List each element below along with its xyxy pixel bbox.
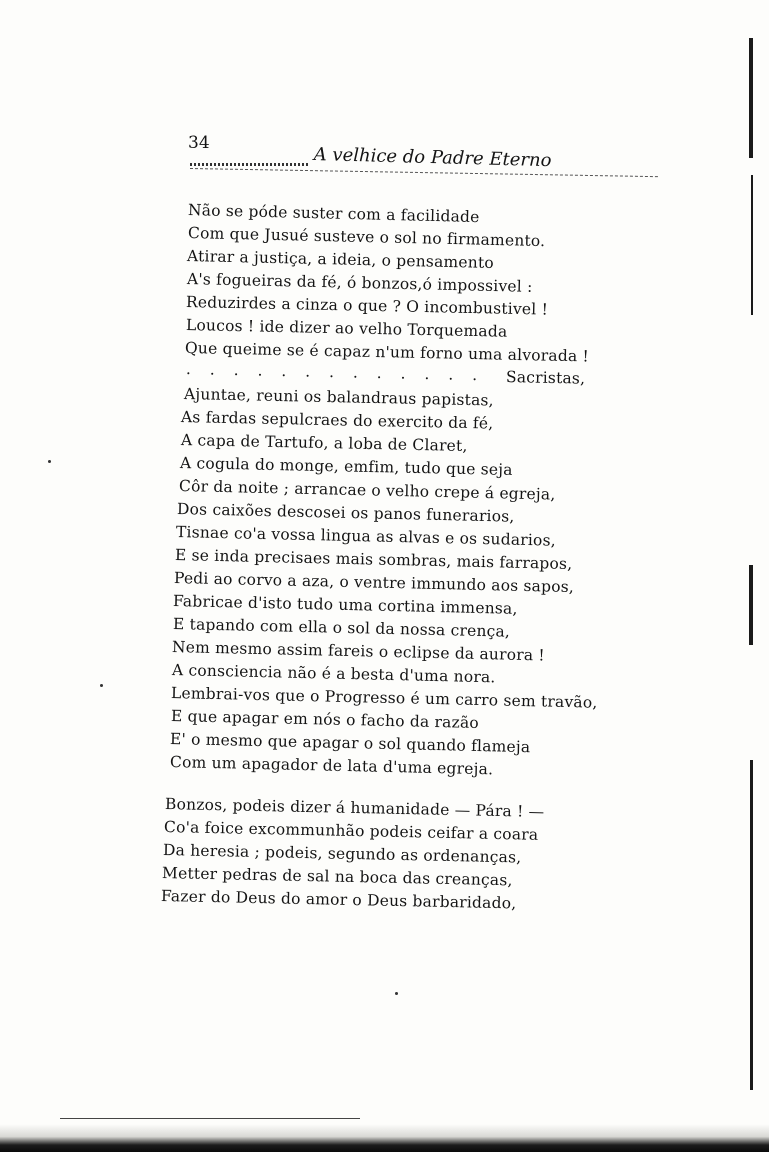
poem-line: Co'a foice excommunhão podeis ceifar a coara [163, 818, 539, 844]
poem-line: Dos caixões descosei os panos funerarios, [176, 500, 515, 526]
poem-line: E se inda precisaes mais sombras, mais farrapos, [174, 546, 573, 574]
scan-speck [48, 460, 51, 463]
scan-speck [100, 684, 103, 687]
poem-line: Fazer do Deus do amor o Deus barbaridado, [160, 887, 517, 913]
poem-line: Não se póde suster com a facilidade [187, 201, 480, 227]
poem-line: Que queime se é capaz n'um forno uma alvorada ! [184, 339, 590, 366]
poem-line: E' o mesmo que apagar o sol quando flameja [169, 730, 531, 757]
poem-line: Côr da noite ; arrancae o velho crepe á egreja, [178, 477, 556, 504]
scan-edge-mark [750, 760, 753, 1090]
poem-line: E tapando com ella o sol da nossa crença, [172, 615, 511, 641]
poem-line: Com um apagador de lata d'uma egreja. [169, 753, 494, 779]
scan-edge-mark [749, 565, 753, 645]
poem-line: As fardas sepulcraes do exercito da fé, [180, 408, 494, 433]
poem-line: Reduzirdes a cinza o que ? O incombustivel ! [185, 293, 549, 319]
scan-bottom-edge [0, 1124, 769, 1152]
scan-edge-mark [749, 38, 753, 158]
poem-line: E que apagar em nós o facho da razão [170, 707, 480, 732]
poem-line: Metter pedras de sal na boca das creanças, [161, 864, 513, 890]
poem-line: A capa de Tartufo, a loba de Claret, [180, 431, 468, 456]
scan-edge-line [60, 1118, 360, 1119]
poem-line: Nem mesmo assim fareis o eclipse da aurora ! [171, 638, 546, 665]
poem-line: A consciencia não é a besta d'uma nora. [171, 661, 496, 687]
poem-line: Lembrai-vos que o Progresso é um carro sem travão, [170, 684, 598, 712]
poem-line: Atirar a justiça, a ideia, o pensamento [186, 247, 495, 272]
scan-speck [395, 992, 398, 995]
poem-line: Ajuntae, reuni os balandraus papistas, [183, 385, 494, 410]
poem-line: A cogula do monge, emfim, tudo que seja [179, 454, 513, 479]
poem-line: Bonzos, podeis dizer á humanidade — Pára ! — [164, 795, 545, 821]
running-title: A velhice do Padre Eterno [313, 144, 552, 172]
poem-line: Da heresia ; podeis, segundo as ordenanças, [162, 841, 522, 867]
poem-line: Loucos ! ide dizer ao velho Torquemada [185, 316, 508, 341]
scan-edge-mark [751, 175, 753, 315]
poem-line: A's fogueiras da fé, ó bonzos,ó impossivel : [186, 270, 533, 296]
poem-line: Com que Jusué susteve o sol no firmamento. [187, 224, 546, 251]
poem-line: Sacristas, [505, 368, 586, 388]
elision-dots: . . . . . . . . . . . . . [185, 360, 485, 385]
page-number: 34 [188, 133, 210, 153]
poem-line: Pedi ao corvo a aza, o ventre immundo aos sapos, [173, 569, 575, 597]
poem-line: Fabricae d'isto tudo uma cortina immensa, [172, 592, 518, 618]
poem-line: Tisnae co'a vossa lingua as alvas e os sudarios, [175, 523, 557, 550]
